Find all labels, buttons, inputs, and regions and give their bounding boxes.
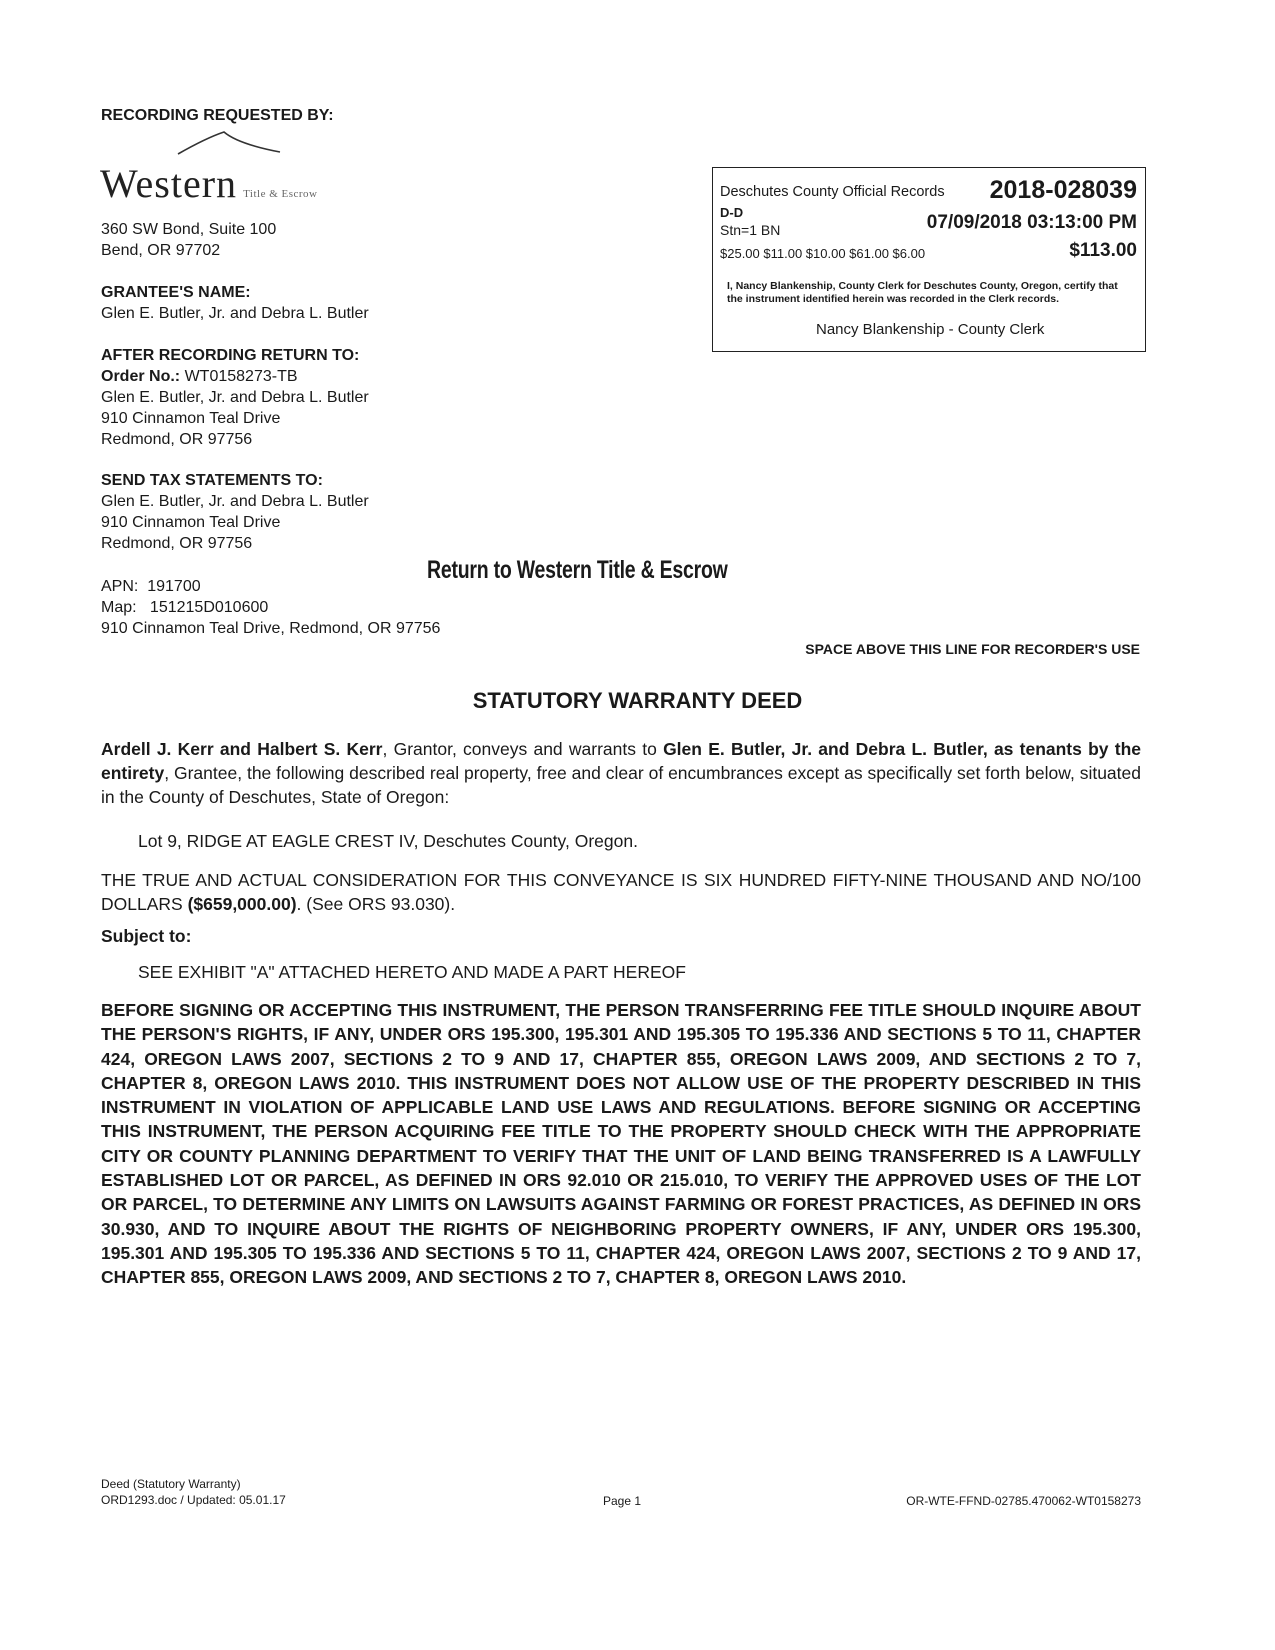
return-name: Glen E. Butler, Jr. and Debra L. Butler bbox=[101, 389, 369, 406]
grantors: Ardell J. Kerr and Halbert S. Kerr bbox=[101, 739, 383, 759]
after-recording-label: AFTER RECORDING RETURN TO: bbox=[101, 347, 360, 364]
order-number: WT0158273-TB bbox=[184, 368, 298, 385]
return-city: Redmond, OR 97756 bbox=[101, 431, 253, 448]
record-number: 2018-028039 bbox=[989, 176, 1137, 204]
recorder-use-line: SPACE ABOVE THIS LINE FOR RECORDER'S USE bbox=[805, 641, 1140, 657]
order-label: Order No.: bbox=[101, 368, 181, 385]
logo-subtitle: Title & Escrow bbox=[243, 188, 318, 200]
clerk-certification: I, Nancy Blankenship, County Clerk for Deschutes County, Oregon, certify that the instrument identified herein was recorded in the Clerk records. bbox=[727, 280, 1118, 305]
consideration-paragraph bbox=[101, 868, 1141, 916]
legal-description: Lot 9, RIDGE AT EAGLE CREST IV, Deschutes County, Oregon. bbox=[138, 831, 638, 851]
company-logo bbox=[100, 160, 318, 207]
recorder-box bbox=[712, 167, 1146, 352]
deed-title: STATUTORY WARRANTY DEED bbox=[472, 688, 803, 713]
send-tax-label: SEND TAX STATEMENTS TO: bbox=[101, 472, 323, 489]
map-label: Map: bbox=[101, 599, 137, 616]
grantee-section bbox=[101, 282, 369, 324]
record-station: Stn=1 BN bbox=[720, 222, 781, 238]
property-address: 910 Cinnamon Teal Drive, Redmond, OR 97756 bbox=[101, 620, 441, 637]
page-number: Page 1 bbox=[603, 1494, 642, 1508]
exhibit-reference: SEE EXHIBIT "A" ATTACHED HERETO AND MADE A PART HEREOF bbox=[138, 962, 686, 982]
address-line: Bend, OR 97702 bbox=[101, 242, 221, 259]
property-ids bbox=[101, 576, 440, 639]
grantees: Glen E. Butler, Jr. and Debra L. Butler, as tenants by the entirety bbox=[101, 739, 1142, 783]
recorder-agency: Deschutes County Official Records bbox=[720, 184, 945, 200]
record-total: $113.00 bbox=[1069, 240, 1137, 261]
logo-name: Western bbox=[100, 161, 238, 206]
consideration-ref: . (See ORS 93.030). bbox=[296, 894, 456, 914]
land-use-warning: BEFORE SIGNING OR ACCEPTING THIS INSTRUMENT, THE PERSON TRANSFERRING FEE TITLE SHOULD INQUIRE ABOUT THE PERSON'S RIGHTS, IF ANY, UNDER ORS 195.300, 195.301 AND 195.305 TO 195.336 AND SECTIONS 5 TO 11, CHAPTER 424, OREGON LAWS 2007, SECTIONS 2 TO 9 AND 17, CHAPTER 855, OREGON LAWS 2009, AND SECTIONS 2 TO 7, CHAPTER 8, OREGON LAWS 2010. THIS INSTRUMENT DOES NOT ALLOW USE OF THE PROPERTY DESCRIBED IN THIS INSTRUMENT IN VIOLATION OF APPLICABLE LAND USE LAWS AND REGULATIONS. BEFORE SIGNING OR ACCEPTING THIS INSTRUMENT, THE PERSON ACQUIRING FEE TITLE TO THE PROPERTY SHOULD CHECK WITH THE APPROPRIATE CITY OR COUNTY PLANNING DEPARTMENT TO VERIFY THAT THE UNIT OF LAND BEING TRANSFERRED IS A LAWFULLY ESTABLISHED LOT OR PARCEL, AS DEFINED IN ORS 92.010 OR 215.010, TO VERIFY THE APPROVED USES OF THE LOT OR PARCEL, TO DETERMINE ANY LIMITS ON LAWSUITS AGAINST FARMING OR FOREST PRACTICES, AS DEFINED IN ORS 30.930, AND TO INQUIRE ABOUT THE RIGHTS OF NEIGHBORING PROPERTY OWNERS, IF ANY, UNDER ORS 195.300, 195.301 AND 195.305 TO 195.336 AND SECTIONS 5 TO 11, CHAPTER 424, OREGON LAWS 2007, SECTIONS 2 TO 9 AND 17, CHAPTER 855, OREGON LAWS 2009, AND SECTIONS 2 TO 7, CHAPTER 8, OREGON LAWS 2010. bbox=[101, 1000, 1141, 1288]
record-fees: $25.00 $11.00 $10.00 $61.00 $6.00 bbox=[720, 246, 926, 261]
address-line: 360 SW Bond, Suite 100 bbox=[101, 221, 277, 238]
recording-requested-label: RECORDING REQUESTED BY: bbox=[101, 107, 334, 124]
grantee-label: GRANTEE'S NAME: bbox=[101, 284, 251, 301]
form-version: ORD1293.doc / Updated: 05.01.17 bbox=[101, 1493, 286, 1507]
tax-city: Redmond, OR 97756 bbox=[101, 535, 253, 552]
grantee-name: Glen E. Butler, Jr. and Debra L. Butler bbox=[101, 305, 369, 322]
tax-street: 910 Cinnamon Teal Drive bbox=[101, 514, 281, 531]
conveyance-paragraph bbox=[101, 737, 1141, 809]
subject-to-label: Subject to: bbox=[101, 926, 192, 946]
return-stamp: Return to Western Title & Escrow bbox=[427, 556, 728, 584]
record-type: D-D bbox=[720, 205, 744, 220]
form-name: Deed (Statutory Warranty) bbox=[101, 1477, 241, 1491]
map-value: 151215D010600 bbox=[149, 599, 269, 616]
file-reference: OR-WTE-FFND-02785.470062-WT0158273 bbox=[906, 1494, 1141, 1508]
consideration-text: THE TRUE AND ACTUAL CONSIDERATION FOR THIS CONVEYANCE IS SIX HUNDRED FIFTY-NINE THOUSAND AND NO/100 DOLLARS bbox=[101, 870, 1141, 914]
record-datetime: 07/09/2018 03:13:00 PM bbox=[926, 212, 1137, 233]
apn-value: 191700 bbox=[147, 578, 201, 595]
footer-form-info bbox=[101, 1476, 286, 1508]
conveyance-text: , Grantee, the following described real property, free and clear of encumbrances except as specifically set forth below, situated in the County of Deschutes, State of Oregon: bbox=[101, 763, 1141, 807]
western-mountain-logo-icon bbox=[176, 130, 286, 160]
consideration-amount: ($659,000.00) bbox=[187, 894, 297, 914]
conveyance-text: , Grantor, conveys and warrants to bbox=[382, 739, 664, 759]
after-recording-section bbox=[101, 345, 369, 450]
company-address bbox=[101, 219, 276, 261]
clerk-name: Nancy Blankenship - County Clerk bbox=[816, 321, 1045, 338]
tax-name: Glen E. Butler, Jr. and Debra L. Butler bbox=[101, 493, 369, 510]
apn-label: APN: bbox=[101, 578, 139, 595]
return-street: 910 Cinnamon Teal Drive bbox=[101, 410, 281, 427]
send-tax-section bbox=[101, 470, 369, 554]
